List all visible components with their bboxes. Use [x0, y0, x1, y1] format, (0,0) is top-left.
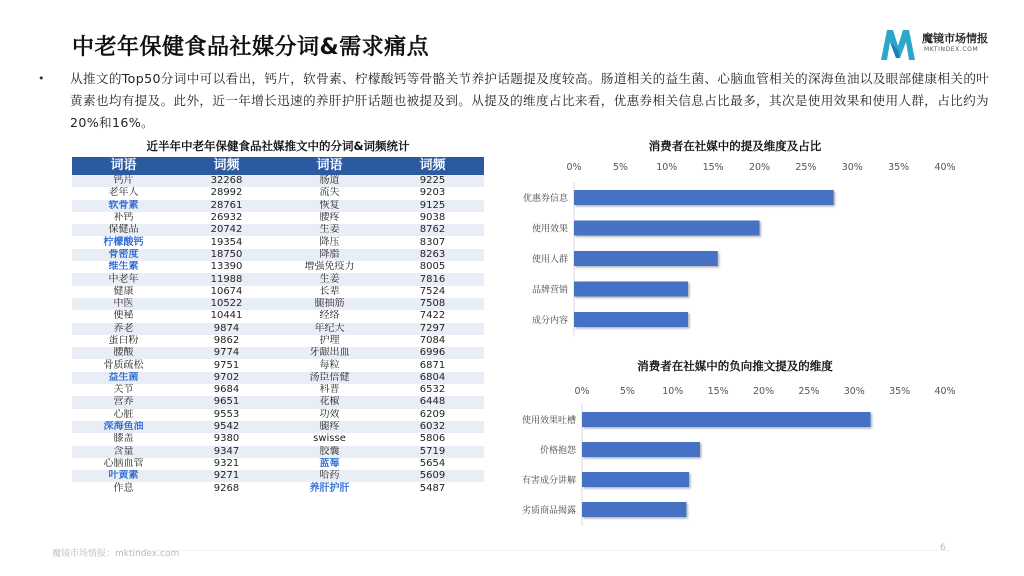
word-cell: 腿疼	[278, 421, 381, 433]
word-cell: 肠道	[278, 175, 381, 187]
frequency-cell: 7084	[381, 335, 484, 347]
frequency-cell: 6871	[381, 359, 484, 371]
word-cell: 深海鱼油	[72, 421, 175, 433]
x-tick-label: 5%	[619, 386, 635, 397]
word-cell: 叶黄素	[72, 470, 175, 482]
word-cell: 养老	[72, 323, 175, 335]
table-row	[72, 396, 484, 408]
x-tick-label: 10%	[662, 386, 684, 397]
header-freq-2: 词频	[381, 157, 484, 175]
word-cell: 降压	[278, 236, 381, 248]
word-cell: 流失	[278, 187, 381, 199]
word-cell: 护理	[278, 335, 381, 347]
frequency-cell: 7524	[381, 286, 484, 298]
bar	[574, 282, 688, 297]
table-row	[72, 224, 484, 236]
table-row	[72, 482, 484, 494]
frequency-cell: 6032	[381, 421, 484, 433]
word-cell: 降脂	[278, 249, 381, 261]
table-row	[72, 261, 484, 273]
word-cell: 胶囊	[278, 446, 381, 458]
frequency-cell: 8005	[381, 261, 484, 273]
table-title: 近半年中老年保健食品社媒推文中的分词&词频统计	[146, 139, 410, 153]
word-cell: 保健品	[72, 224, 175, 236]
frequency-cell: 6804	[381, 372, 484, 384]
word-cell: 恢复	[278, 200, 381, 212]
frequency-cell: 7508	[381, 298, 484, 310]
frequency-cell: 5487	[381, 482, 484, 494]
table-row	[72, 372, 484, 384]
bar	[582, 412, 871, 427]
category-label: 有害成分讲解	[521, 476, 576, 486]
frequency-cell: 7297	[381, 323, 484, 335]
x-tick-label: 35%	[889, 386, 911, 397]
bar	[582, 472, 689, 487]
word-cell: 生姜	[278, 224, 381, 236]
frequency-cell: 9751	[175, 359, 278, 371]
frequency-cell: 9203	[381, 187, 484, 199]
table-row	[72, 298, 484, 310]
x-tick-label: 25%	[795, 162, 817, 173]
frequency-cell: 5719	[381, 446, 484, 458]
negative-dimension-chart-svg	[505, 376, 965, 541]
word-cell: 蛋白粉	[72, 335, 175, 347]
word-cell: 益生菌	[72, 372, 175, 384]
mktindex-logo-icon	[878, 24, 918, 64]
x-tick-label: 35%	[888, 162, 910, 173]
word-cell: 年纪大	[278, 323, 381, 335]
table-row	[72, 212, 484, 224]
x-tick-label: 20%	[748, 162, 771, 173]
frequency-cell: 9862	[175, 335, 278, 347]
frequency-cell: 8307	[381, 236, 484, 248]
word-cell: 补钙	[72, 212, 175, 224]
word-cell: 长辈	[278, 286, 381, 298]
category-label: 品牌营销	[531, 285, 568, 296]
category-label: 优惠券信息	[522, 194, 568, 204]
word-frequency-table	[72, 157, 484, 495]
page-title: 中老年保健食品社媒分词&需求痛点	[72, 35, 430, 60]
frequency-cell: 6448	[381, 396, 484, 408]
category-label: 成分内容	[531, 316, 568, 326]
word-cell: 养肝护肝	[278, 482, 381, 494]
table-row	[72, 310, 484, 322]
table-row	[72, 187, 484, 199]
word-cell: 汤臣倍健	[278, 372, 381, 384]
word-cell: 哈药	[278, 470, 381, 482]
word-cell: 心脏	[72, 409, 175, 421]
word-cell: 心脑血管	[72, 458, 175, 470]
frequency-cell: 13390	[175, 261, 278, 273]
category-label: 价格抱怨	[539, 446, 576, 456]
category-label: 使用效果	[531, 224, 568, 235]
logo-name: 魔镜市场情报	[922, 32, 988, 45]
frequency-cell: 9038	[381, 212, 484, 224]
frequency-cell: 6532	[381, 384, 484, 396]
brand-logo	[878, 24, 998, 64]
frequency-cell: 18750	[175, 249, 278, 261]
word-cell: 腿抽筋	[278, 298, 381, 310]
frequency-cell: 9553	[175, 409, 278, 421]
x-tick-label: 25%	[798, 386, 820, 397]
table-row	[72, 175, 484, 187]
table-row	[72, 384, 484, 396]
mention-dimension-chart	[505, 138, 965, 348]
word-cell: 柠檬酸钙	[72, 236, 175, 248]
frequency-cell: 28992	[175, 187, 278, 199]
table-row	[72, 409, 484, 421]
word-cell: 蓝莓	[278, 458, 381, 470]
frequency-cell: 9225	[381, 175, 484, 187]
table-row	[72, 347, 484, 359]
table-row	[72, 249, 484, 261]
word-cell: 骨质疏松	[72, 359, 175, 371]
word-cell: 花椒	[278, 396, 381, 408]
frequency-cell: 10522	[175, 298, 278, 310]
word-cell: 生姜	[278, 273, 381, 285]
category-label: 使用人群	[531, 255, 568, 265]
table-row	[72, 470, 484, 482]
word-cell: 健康	[72, 286, 175, 298]
bar	[574, 251, 718, 266]
logo-subtitle: MKTINDEX.COM	[924, 46, 979, 53]
word-cell: swisse	[278, 433, 381, 445]
x-tick-label: 40%	[934, 386, 956, 397]
header-word-2: 词语	[278, 157, 381, 175]
frequency-cell: 5654	[381, 458, 484, 470]
x-tick-label: 15%	[702, 162, 724, 173]
bullet-point-icon: •	[38, 72, 45, 85]
mention-dimension-chart-svg	[505, 156, 965, 346]
frequency-cell: 9380	[175, 433, 278, 445]
word-cell: 中老年	[72, 273, 175, 285]
frequency-cell: 5609	[381, 470, 484, 482]
table-row	[72, 273, 484, 285]
x-tick-label: 15%	[707, 386, 729, 397]
frequency-cell: 9268	[175, 482, 278, 494]
page-number: 6	[940, 543, 946, 553]
word-cell: 便秘	[72, 310, 175, 322]
frequency-cell: 28761	[175, 200, 278, 212]
frequency-cell: 6996	[381, 347, 484, 359]
frequency-cell: 9684	[175, 384, 278, 396]
word-cell: 科普	[278, 384, 381, 396]
word-cell: 关节	[72, 384, 175, 396]
frequency-cell: 9542	[175, 421, 278, 433]
bar	[582, 502, 686, 517]
word-cell: 老年人	[72, 187, 175, 199]
x-tick-label: 30%	[843, 386, 865, 397]
x-tick-label: 20%	[752, 386, 775, 397]
word-cell: 维生素	[72, 261, 175, 273]
table-row	[72, 446, 484, 458]
word-cell: 牙龈出血	[278, 347, 381, 359]
header-freq-1: 词频	[175, 157, 278, 175]
chart-title: 消费者在社媒中的提及维度及占比	[648, 139, 822, 153]
negative-dimension-chart	[505, 358, 965, 538]
frequency-cell: 9125	[381, 200, 484, 212]
word-cell: 钙片	[72, 175, 175, 187]
bar	[574, 221, 760, 236]
frequency-cell: 32268	[175, 175, 278, 187]
word-cell: 膝盖	[72, 433, 175, 445]
x-tick-label: 40%	[934, 162, 956, 173]
table-row	[72, 200, 484, 212]
word-cell: 中医	[72, 298, 175, 310]
frequency-cell: 11988	[175, 273, 278, 285]
word-cell: 增强免疫力	[278, 261, 381, 273]
frequency-cell: 9874	[175, 323, 278, 335]
category-label: 劣质商品揭露	[521, 506, 576, 516]
frequency-cell: 8762	[381, 224, 484, 236]
frequency-cell: 6209	[381, 409, 484, 421]
frequency-cell: 8263	[381, 249, 484, 261]
frequency-cell: 9271	[175, 470, 278, 482]
footer-divider	[120, 550, 950, 551]
frequency-cell: 7816	[381, 273, 484, 285]
word-cell: 骨密度	[72, 249, 175, 261]
summary-paragraph: 从推文的Top50分词中可以看出，钙片，软骨素、柠檬酸钙等骨骼关节养护话题提及度较高。肠道相关的益生菌、心脑血管相关的深海鱼油以及眼部健康相关的叶黄素也均有提及。此外，近一年增长迅速的养肝护肝话题也被提及到。从提及的维度占比来看，优惠券相关信息占比最多，其次是使用效果和使用人群，占比约为20%和16%。	[70, 71, 990, 130]
bar	[574, 190, 834, 205]
word-cell: 腰疼	[278, 212, 381, 224]
table-header-row	[72, 157, 484, 175]
word-cell: 作息	[72, 482, 175, 494]
frequency-cell: 5806	[381, 433, 484, 445]
x-tick-label: 0%	[566, 162, 582, 173]
frequency-cell: 19354	[175, 236, 278, 248]
frequency-cell: 9702	[175, 372, 278, 384]
x-tick-label: 10%	[656, 162, 678, 173]
frequency-cell: 9651	[175, 396, 278, 408]
frequency-cell: 9321	[175, 458, 278, 470]
bar	[582, 442, 700, 457]
footer-source: 魔镜市场情报：mktindex.com	[52, 549, 180, 559]
table-row	[72, 335, 484, 347]
frequency-cell: 10674	[175, 286, 278, 298]
word-cell: 含量	[72, 446, 175, 458]
table-row	[72, 286, 484, 298]
header-word-1: 词语	[72, 157, 175, 175]
x-tick-label: 0%	[574, 386, 590, 397]
chart-title: 消费者在社媒中的负向推文提及的维度	[637, 359, 833, 373]
table-row	[72, 359, 484, 371]
frequency-cell: 9774	[175, 347, 278, 359]
frequency-cell: 20742	[175, 224, 278, 236]
word-cell: 软骨素	[72, 200, 175, 212]
bar	[574, 312, 688, 327]
frequency-cell: 7422	[381, 310, 484, 322]
frequency-cell: 9347	[175, 446, 278, 458]
word-cell: 功效	[278, 409, 381, 421]
table-row	[72, 458, 484, 470]
table-row	[72, 421, 484, 433]
table-row	[72, 433, 484, 445]
frequency-cell: 10441	[175, 310, 278, 322]
word-cell: 营养	[72, 396, 175, 408]
x-tick-label: 5%	[612, 162, 628, 173]
category-label: 使用效果吐槽	[521, 416, 576, 426]
table-row	[72, 323, 484, 335]
x-tick-label: 30%	[841, 162, 863, 173]
word-cell: 经络	[278, 310, 381, 322]
table-row	[72, 236, 484, 248]
word-cell: 每粒	[278, 359, 381, 371]
frequency-cell: 26932	[175, 212, 278, 224]
word-cell: 腰酸	[72, 347, 175, 359]
